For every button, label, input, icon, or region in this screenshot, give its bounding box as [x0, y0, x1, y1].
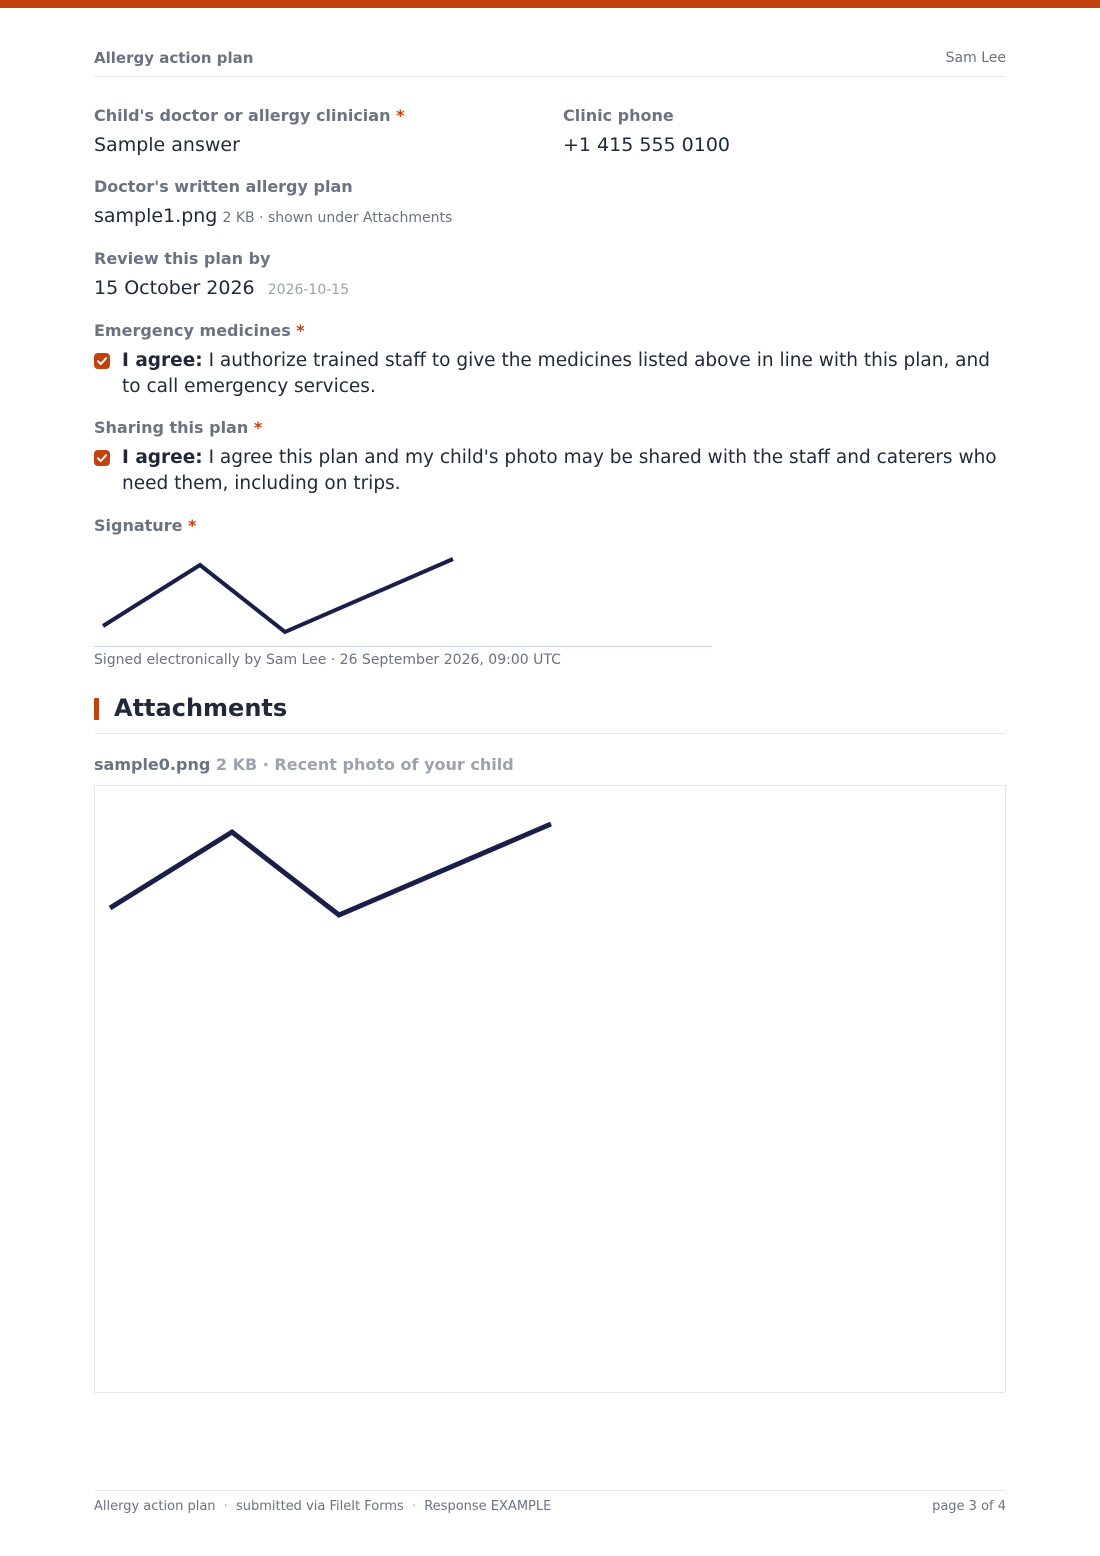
sharing-field: [94, 418, 1006, 497]
emergency-consent: [94, 348, 1006, 400]
attachment-file-name[interactable]: sample0.png: [94, 755, 211, 774]
sharing-label-text: Sharing this plan: [94, 418, 249, 437]
checkbox-checked-icon[interactable]: [94, 353, 110, 369]
attachment-meta: 2 KB · Recent photo of your child: [215, 755, 514, 774]
footer-response: Response EXAMPLE: [424, 1499, 552, 1514]
page-footer: [94, 1490, 1006, 1514]
written-plan-file[interactable]: sample1.png: [94, 205, 218, 227]
doctor-label: [94, 106, 404, 126]
emergency-label: [94, 321, 1006, 341]
sharing-label: [94, 418, 1006, 438]
doctor-field: [94, 106, 404, 157]
footer-left: [94, 1499, 551, 1514]
review-iso: 2026-10-15: [267, 282, 350, 298]
required-marker: *: [253, 418, 263, 437]
review-value: 15 October 2026: [94, 277, 255, 299]
written-plan-label: Doctor's written allergy plan: [94, 177, 353, 196]
emergency-field: [94, 321, 1006, 400]
header-title: Allergy action plan: [94, 49, 254, 67]
attachments-heading: Attachments: [114, 694, 288, 722]
phone-field: [563, 106, 730, 157]
review-field: [94, 249, 349, 300]
required-marker: *: [396, 106, 405, 125]
signature-label: [94, 516, 1006, 536]
header-user: Sam Lee: [945, 50, 1006, 66]
footer-via: submitted via FileIt Forms: [235, 1499, 404, 1514]
emergency-agree: I agree:: [122, 350, 203, 371]
phone-value: +1 415 555 0100: [563, 134, 731, 156]
attachments-section-header: [94, 694, 1006, 734]
footer-separator: ·: [411, 1499, 417, 1514]
signature-field: [94, 516, 1006, 668]
sharing-agree: I agree:: [122, 447, 203, 468]
written-plan-meta: 2 KB · shown under Attachments: [222, 210, 453, 226]
checkbox-checked-icon[interactable]: [94, 450, 110, 466]
required-marker: *: [188, 516, 197, 535]
signature-caption: Signed electronically by Sam Lee · 26 September 2026, 09:00 UTC: [94, 652, 561, 668]
required-marker: *: [296, 321, 305, 340]
footer-form: Allergy action plan: [94, 1499, 216, 1514]
signature-label-text: Signature: [94, 516, 183, 535]
phone-label: Clinic phone: [563, 106, 674, 125]
sharing-text: I agree this plan and my child's photo may be shared with the staff and caterers who need them, including on trips.: [122, 447, 997, 494]
attachment-caption: [94, 755, 514, 774]
page-header: [94, 48, 1006, 77]
sharing-consent: [94, 445, 1006, 497]
signature-drawing: [94, 536, 712, 646]
attachment-image: [95, 786, 1005, 1392]
emergency-label-text: Emergency medicines: [94, 321, 291, 340]
footer-separator: ·: [223, 1499, 228, 1514]
review-value-row: [94, 276, 349, 300]
section-accent-bar: [94, 698, 99, 720]
signature-box: [94, 536, 712, 647]
written-plan-field: [94, 177, 452, 228]
written-plan-value: [94, 204, 452, 228]
doctor-label-text: Child's doctor or allergy clinician: [94, 106, 391, 125]
top-accent-bar: [0, 0, 1100, 8]
footer-page-number: page 3 of 4: [932, 1499, 1006, 1514]
review-label: Review this plan by: [94, 249, 271, 268]
attachment-preview: [94, 785, 1006, 1393]
doctor-value: Sample answer: [94, 134, 240, 156]
emergency-text: I authorize trained staff to give the medicines listed above in line with this plan, and to call emergency services.: [122, 350, 990, 397]
